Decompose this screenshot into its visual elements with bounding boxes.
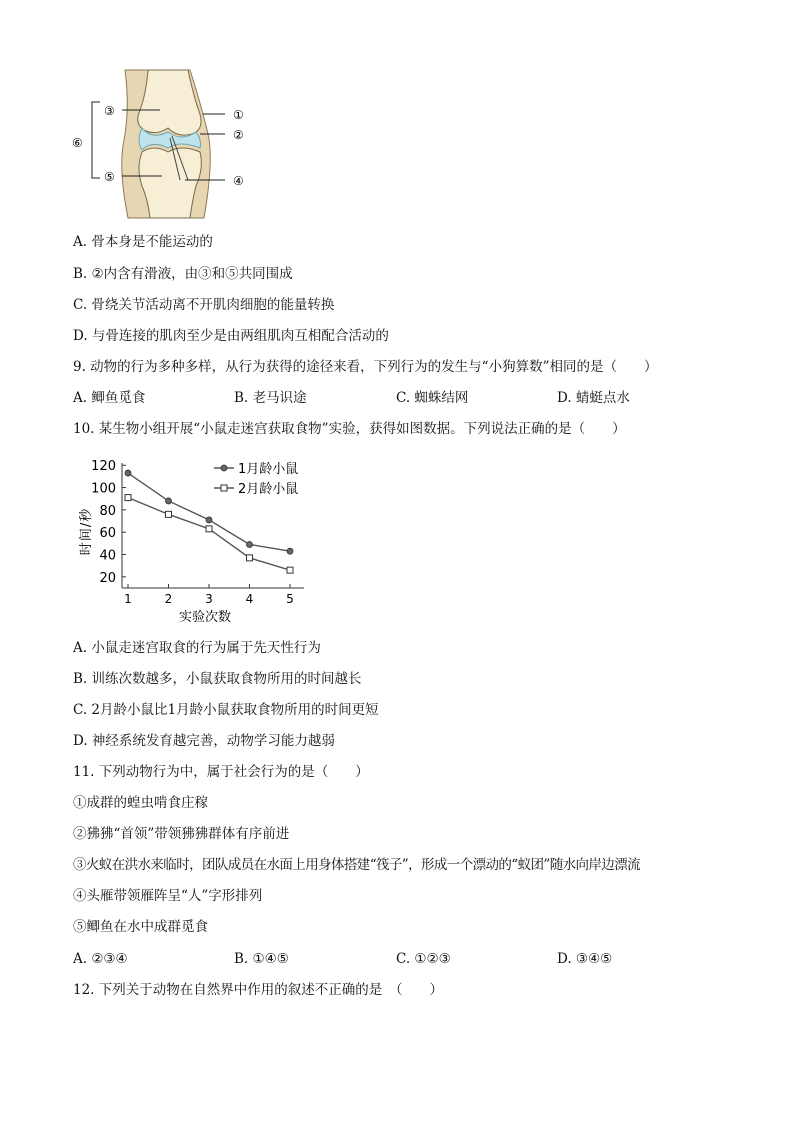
q11-item-3: ③火蚁在洪水来临时，团队成员在水面上用身体搭建“筏子”，形成一个漂动的“蚁团”随水向岸边漂流 [73, 857, 641, 873]
y-tick-label: 80 [99, 503, 116, 519]
label-5: ⑤ [104, 170, 115, 184]
q11-stem: 11. 下列动物行为中，属于社会行为的是（ ） [73, 764, 369, 780]
q9-option-b: B. 老马识途 [234, 390, 307, 406]
y-tick-label: 40 [99, 548, 116, 564]
legend-label: 2月龄小鼠 [238, 482, 299, 497]
q8-option-d: D. 与骨连接的肌肉至少是由两组肌肉互相配合活动的 [73, 328, 389, 344]
label-4: ④ [233, 174, 244, 188]
data-point [125, 495, 131, 501]
data-point [206, 526, 212, 532]
y-tick-label: 120 [91, 459, 116, 475]
line-chart [72, 455, 322, 627]
chart-legend [214, 461, 298, 497]
data-point [247, 541, 253, 547]
q11-option-c: C. ①②③ [396, 951, 451, 967]
q11-option-b: B. ①④⑤ [234, 951, 289, 967]
q8-option-a: A. 骨本身是不能运动的 [73, 234, 213, 250]
data-point [287, 548, 293, 554]
q10-option-a: A. 小鼠走迷宫取食的行为属于先天性行为 [73, 640, 321, 656]
x-axis-label: 实验次数 [178, 610, 232, 625]
knee-joint-diagram [70, 68, 270, 220]
label-6: ⑥ [72, 136, 83, 150]
lower-bone [139, 148, 201, 218]
knee-joint-figure [70, 68, 270, 220]
q9-stem: 9. 动物的行为多种多样，从行为获得的途径来看，下列行为的发生与“小狗算数”相同的是（ ） [73, 359, 658, 375]
data-point [125, 470, 131, 476]
data-point [287, 567, 293, 573]
q9-option-d: D. 蜻蜓点水 [557, 390, 630, 406]
q11-option-a: A. ②③④ [73, 951, 128, 967]
q10-stem: 10. 某生物小组开展“小鼠走迷宫获取食物”实验，获得如图数据。下列说法正确的是（ ） [73, 421, 626, 437]
q8-option-c: C. 骨绕关节活动离不开肌肉细胞的能量转换 [73, 297, 335, 313]
q11-item-4: ④头雁带领雁阵呈“人”字形排列 [73, 888, 263, 904]
q8-option-b: B. ②内含有滑液，由③和⑤共同围成 [73, 266, 293, 282]
data-point [206, 517, 212, 523]
chart-svg [72, 455, 322, 627]
y-tick-label: 60 [99, 526, 116, 542]
q11-option-d: D. ③④⑤ [557, 951, 613, 967]
series-line-2 [128, 498, 290, 571]
y-tick-label: 100 [91, 481, 116, 497]
x-tick-label: 4 [245, 592, 254, 606]
q9-option-c: C. 蜘蛛结网 [396, 390, 469, 406]
legend-label: 1月龄小鼠 [238, 462, 299, 477]
q11-item-2: ②狒狒“首领”带领狒狒群体有序前进 [73, 826, 290, 842]
q10-option-d: D. 神经系统发育越完善，动物学习能力越弱 [73, 733, 335, 749]
data-point [247, 555, 253, 561]
data-point [166, 498, 172, 504]
legend-marker [221, 465, 227, 471]
label-1: ① [233, 108, 244, 122]
bracket-6 [92, 102, 100, 178]
label-2: ② [233, 128, 244, 142]
x-tick-label: 5 [286, 592, 294, 606]
x-tick-label: 2 [164, 592, 173, 606]
q10-option-b: B. 训练次数越多，小鼠获取食物所用的时间越长 [73, 671, 362, 687]
q11-item-1: ①成群的蝗虫啃食庄稼 [73, 795, 208, 811]
y-axis-label: 时间/秒 [79, 507, 94, 556]
q12-stem: 12. 下列关于动物在自然界中作用的叙述不正确的是 （ ） [73, 982, 444, 998]
q9-option-a: A. 鲫鱼觅食 [73, 390, 146, 406]
data-point [166, 511, 172, 517]
q10-option-c: C. 2月龄小鼠比1月龄小鼠获取食物所用的时间更短 [73, 702, 379, 718]
label-3: ③ [104, 104, 115, 118]
legend-marker [221, 485, 227, 491]
x-tick-label: 3 [205, 592, 213, 606]
q11-item-5: ⑤鲫鱼在水中成群觅食 [73, 919, 208, 935]
y-tick-label: 20 [99, 570, 116, 586]
x-tick-label: 1 [124, 592, 132, 606]
